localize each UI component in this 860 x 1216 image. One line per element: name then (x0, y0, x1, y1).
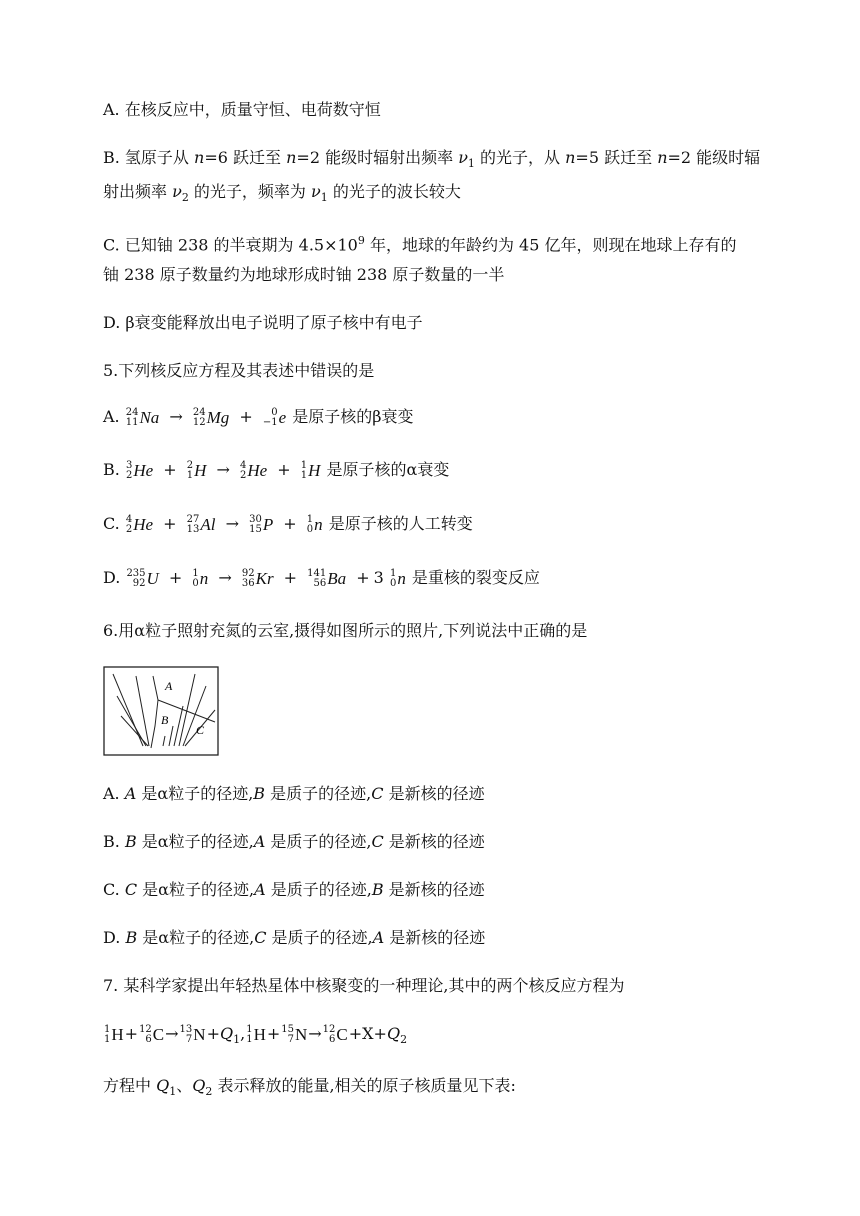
q4-option-b-line2: 射出频率 $\nu_2$ 的光子，频率为 $\nu_1$ 的光子的波长较大 (103, 182, 461, 205)
figure-label-c: C (196, 723, 205, 737)
nuclide-n13: 13 7 N (179, 1023, 206, 1045)
nuclide-he3: 3 2 He (125, 459, 154, 481)
question-7-stem: 7. 某科学家提出年轻热星体中核聚变的一种理论,其中的两个核反应方程为 (103, 976, 625, 995)
nuclide-u235: 235 92 U (126, 567, 159, 589)
question-6-stem: 6.用α粒子照射充氮的云室,摄得如图所示的照片,下列说法中正确的是 (103, 621, 588, 640)
q6-option-b: B. B 是α粒子的径迹,A 是质子的径迹,C 是新核的径迹 (103, 832, 485, 851)
nuclide-h2: 2 1 H (186, 459, 207, 481)
q7-equations: 1 1 H + 12 6 C → 13 7 N $+Q_1$, 1 1 H + 15 7 N → 12 6 C $+X+Q_2$ (104, 1023, 408, 1047)
q4-option-c-line1: C. 已知铀 238 的半衰期为 $4.5\times 10^9$ 年，地球的年龄约为 45 亿年，则现在地球上存有的 (103, 234, 737, 255)
nuclide-ba141: 141 56 Ba (307, 567, 347, 589)
nuclide-na24: 24 11 Na (125, 406, 160, 428)
nuclide-al27: 27 13 Al (186, 513, 216, 535)
q6-option-d: D. B 是α粒子的径迹,C 是质子的径迹,A 是新核的径迹 (103, 928, 486, 947)
nuclide-electron: 0 −1 e (262, 406, 287, 428)
nuclide-h1: 1 1 H (104, 1023, 124, 1045)
nuclide-c12: 12 6 C (139, 1023, 165, 1045)
nuclide-mg24: 24 12 Mg (192, 406, 230, 428)
q6-option-a: A. A 是α粒子的径迹,B 是质子的径迹,C 是新核的径迹 (103, 784, 485, 803)
q5-option-b: B. 3 2 He + 2 1 H → 4 2 He + 1 1 H 是原子核的α衰变 (103, 459, 450, 481)
nuclide-neutron: 1 0 n (306, 513, 323, 535)
q5-option-a: A. 24 11 Na → 24 12 Mg + 0 −1 e 是原子核的β衰变 (103, 406, 414, 428)
q4-option-a: A. 在核反应中，质量守恒、电荷数守恒 (103, 100, 381, 119)
nuclide-c12: 12 6 C (322, 1023, 348, 1045)
q4-option-b-line1: B. 氢原子从 n=6 跃迁至 n=2 能级时辐射出频率 $\nu_1$ 的光子，从 n=5 跃迁至 n=2 能级时辐 (103, 148, 761, 171)
nuclide-kr92: 92 36 Kr (241, 567, 274, 589)
nuclide-he4: 4 2 He (125, 513, 154, 535)
q5-option-c: C. 4 2 He + 27 13 Al → 30 15 P + 1 0 n 是原子核的人工转变 (103, 513, 473, 535)
nuclide-n15: 15 7 N (281, 1023, 308, 1045)
nuclide-p30: 30 15 P (249, 513, 274, 535)
q5-option-d: D. 235 92 U + 1 0 n → 92 36 Kr + 141 56 Ba + 3 1 0 n 是重核的裂变反应 (103, 567, 540, 589)
nuclide-neutron: 1 0 n (192, 567, 209, 589)
cloud-chamber-figure (103, 666, 219, 756)
q4-option-c-line2: 铀 238 原子数量约为地球形成时铀 238 原子数量的一半 (103, 265, 505, 284)
figure-label-a: A (165, 679, 173, 693)
nuclide-neutron: 1 0 n (389, 567, 406, 589)
q7-explanation: 方程中 $Q_1$、$Q_2$ 表示释放的能量,相关的原子核质量见下表: (103, 1076, 516, 1099)
nuclide-he4: 4 2 He (239, 459, 268, 481)
figure-label-b: B (161, 713, 169, 727)
nuclide-h1: 1 1 H (300, 459, 321, 481)
q4-option-d: D. β衰变能释放出电子说明了原子核中有电子 (103, 313, 423, 332)
question-5-stem: 5.下列核反应方程及其表述中错误的是 (103, 361, 375, 380)
q6-option-c: C. C 是α粒子的径迹,A 是质子的径迹,B 是新核的径迹 (103, 880, 485, 899)
nuclide-h1: 1 1 H (246, 1023, 266, 1045)
